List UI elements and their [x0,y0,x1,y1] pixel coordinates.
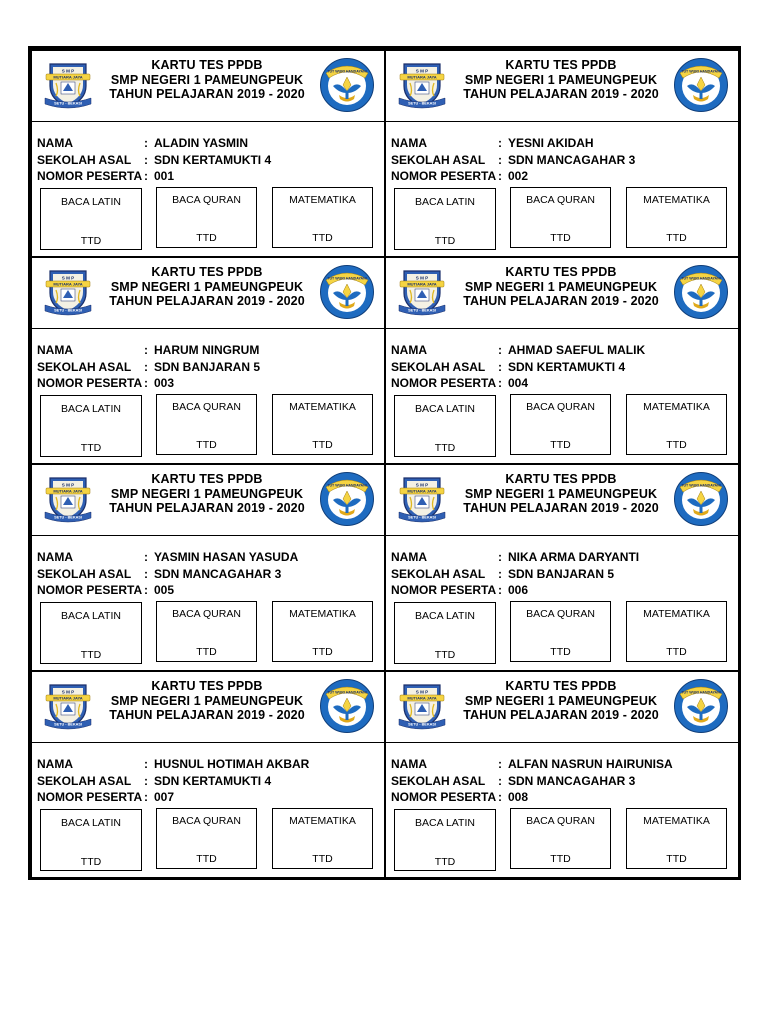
sekolah-label: SEKOLAH ASAL [37,773,132,788]
tut-wuri-handayani-emblem-icon [319,471,375,527]
colon: : [144,136,148,150]
card-header [32,51,384,122]
nomor-label: NOMOR PESERTA [37,169,143,183]
card-titles [450,679,672,723]
exam-card-004 [386,258,738,463]
sekolah-label: SEKOLAH ASAL [391,566,486,581]
test-name: BACA QURAN [172,401,241,413]
signature-label: TTD [196,853,217,865]
test-boxes [32,187,384,252]
test-name: BACA LATIN [61,403,121,415]
crest-top-text: S M P [61,482,75,488]
test-name: BACA QURAN [172,815,241,827]
test-name: BACA QURAN [526,608,595,620]
crest-top-text: S M P [415,482,429,488]
crest-bottom-text: SETU - BEKASI [408,308,436,313]
test-box-baca-quran [156,187,257,248]
academic-year: TAHUN PELAJARAN 2019 - 2020 [109,294,305,308]
sekolah-value: SDN BANJARAN 5 [508,566,615,581]
nomor-label: NOMOR PESERTA [391,790,497,804]
participant-info [391,135,736,185]
card-header [32,672,384,743]
academic-year: TAHUN PELAJARAN 2019 - 2020 [109,87,305,101]
participant-info [37,135,382,185]
signature-label: TTD [550,853,571,865]
row-sekolah [37,566,382,583]
row-nomor [391,789,736,806]
test-box-matematika [272,808,373,869]
test-name: BACA LATIN [415,610,475,622]
card-header [32,465,384,536]
sekolah-label: SEKOLAH ASAL [391,359,486,374]
crest-bottom-text: SETU - BEKASI [54,722,82,727]
signature-label: TTD [80,649,102,661]
test-name: BACA QURAN [526,815,595,827]
crest-top-text: S M P [415,68,429,74]
row-nomor [37,789,382,806]
test-boxes [32,394,384,459]
row-sekolah [391,152,736,169]
row-sekolah [37,152,382,169]
nama-label: NAMA [37,343,73,357]
school-name: SMP NEGERI 1 PAMEUNGPEUK [110,72,304,87]
academic-year: TAHUN PELAJARAN 2019 - 2020 [463,87,659,101]
test-box-baca-quran [510,601,611,662]
signature-label: TTD [312,646,333,658]
test-name: BACA QURAN [172,194,241,206]
test-name: BACA LATIN [61,196,121,208]
signature-label: TTD [196,439,217,451]
card-titles [96,679,318,723]
nomor-label: NOMOR PESERTA [391,583,497,597]
crest-banner-text: MUTIARA JAYA [53,488,83,494]
card-titles [450,265,672,309]
card-titles [96,265,318,309]
sekolah-label: SEKOLAH ASAL [37,152,132,167]
crest-banner-text: MUTIARA JAYA [53,281,83,287]
test-box-baca-latin [40,602,142,664]
card-header [386,258,738,329]
nama-value: ALFAN NASRUN HAIRUNISA [508,757,673,771]
emblem-banner-text: TUT WURI HANDAYANI [681,69,721,74]
sekolah-value: SDN MANCAGAHAR 3 [508,773,636,788]
signature-label: TTD [666,646,687,658]
colon: : [498,757,502,771]
exam-card-008 [386,672,738,877]
colon: : [144,376,148,390]
crest-top-text: S M P [61,68,75,74]
school-crest-icon [394,474,450,524]
colon: : [498,583,502,597]
sekolah-value: SDN MANCAGAHAR 3 [508,152,636,167]
test-name: MATEMATIKA [289,608,356,620]
test-name: BACA QURAN [172,608,241,620]
participant-info [391,549,736,599]
card-header [386,672,738,743]
nama-label: NAMA [391,136,427,150]
test-boxes [386,187,738,252]
crest-bottom-text: SETU - BEKASI [408,101,436,106]
exam-card-007 [32,672,384,877]
signature-label: TTD [550,232,571,244]
colon: : [144,359,148,374]
test-name: MATEMATIKA [643,401,710,413]
nama-value: AHMAD SAEFUL MALIK [508,343,646,357]
card-title: KARTU TES PPDB [151,472,263,486]
crest-bottom-text: SETU - BEKASI [54,101,82,106]
colon: : [498,169,502,183]
test-boxes [32,601,384,666]
test-box-matematika [626,601,727,662]
card-title: KARTU TES PPDB [505,58,617,72]
test-box-baca-latin [394,809,496,871]
test-name: MATEMATIKA [643,815,710,827]
signature-label: TTD [550,646,571,658]
test-box-baca-latin [40,395,142,457]
test-box-baca-quran [510,808,611,869]
colon: : [144,343,148,357]
crest-bottom-text: SETU - BEKASI [54,308,82,313]
row-nama [37,135,382,152]
nomor-value: 003 [154,376,175,390]
nomor-value: 007 [154,790,175,804]
crest-top-text: S M P [415,275,429,281]
crest-banner-text: MUTIARA JAYA [407,74,437,80]
nomor-value: 008 [508,790,529,804]
test-box-baca-quran [510,187,611,248]
nomor-value: 001 [154,169,175,183]
nama-value: ALADIN YASMIN [154,136,249,150]
colon: : [498,566,502,581]
card-header [386,51,738,122]
tut-wuri-handayani-emblem-icon [319,264,375,320]
sekolah-value: SDN KERTAMUKTI 4 [154,152,272,167]
card-title: KARTU TES PPDB [505,265,617,279]
crest-banner-text: MUTIARA JAYA [53,74,83,80]
row-sekolah [37,359,382,376]
school-name: SMP NEGERI 1 PAMEUNGPEUK [464,693,658,708]
row-nomor [37,582,382,599]
test-box-matematika [272,394,373,455]
nama-value: HUSNUL HOTIMAH AKBAR [154,757,310,771]
colon: : [144,773,148,788]
card-header [32,258,384,329]
academic-year: TAHUN PELAJARAN 2019 - 2020 [463,708,659,722]
test-name: MATEMATIKA [643,194,710,206]
signature-label: TTD [666,232,687,244]
tut-wuri-handayani-emblem-icon [673,678,729,734]
card-title: KARTU TES PPDB [505,472,617,486]
nomor-label: NOMOR PESERTA [391,169,497,183]
signature-label: TTD [312,232,333,244]
colon: : [144,790,148,804]
school-name: SMP NEGERI 1 PAMEUNGPEUK [464,279,658,294]
test-name: BACA LATIN [415,196,475,208]
test-boxes [386,808,738,873]
participant-info [37,756,382,806]
exam-card-006 [386,465,738,670]
colon: : [144,566,148,581]
school-crest-icon [40,474,96,524]
signature-label: TTD [80,856,102,868]
signature-label: TTD [312,439,333,451]
colon: : [144,169,148,183]
row-sekolah [391,566,736,583]
colon: : [498,376,502,390]
crest-bottom-text: SETU - BEKASI [408,515,436,520]
colon: : [498,359,502,374]
test-name: BACA LATIN [415,817,475,829]
row-nama [391,756,736,773]
test-box-baca-quran [156,601,257,662]
emblem-banner-text: TUT WURI HANDAYANI [681,276,721,281]
row-nama [391,342,736,359]
tut-wuri-handayani-emblem-icon [673,471,729,527]
test-box-baca-quran [510,394,611,455]
tut-wuri-handayani-emblem-icon [319,678,375,734]
colon: : [498,343,502,357]
card-sheet [28,46,741,880]
test-box-baca-latin [394,188,496,250]
colon: : [144,757,148,771]
colon: : [144,152,148,167]
emblem-banner-text: TUT WURI HANDAYANI [681,483,721,488]
academic-year: TAHUN PELAJARAN 2019 - 2020 [109,501,305,515]
signature-label: TTD [434,442,456,454]
sekolah-value: SDN KERTAMUKTI 4 [154,773,272,788]
row-nama [37,549,382,566]
tut-wuri-handayani-emblem-icon [319,57,375,113]
participant-info [391,756,736,806]
nama-value: YASMIN HASAN YASUDA [154,550,299,564]
signature-label: TTD [666,853,687,865]
nomor-label: NOMOR PESERTA [37,790,143,804]
exam-card-001 [32,51,384,256]
test-box-matematika [272,601,373,662]
test-boxes [32,808,384,873]
school-name: SMP NEGERI 1 PAMEUNGPEUK [464,486,658,501]
test-box-baca-latin [40,188,142,250]
card-titles [450,472,672,516]
card-titles [96,58,318,102]
card-title: KARTU TES PPDB [151,679,263,693]
nama-label: NAMA [391,343,427,357]
sekolah-label: SEKOLAH ASAL [391,773,486,788]
school-crest-icon [40,60,96,110]
row-nama [37,756,382,773]
nama-label: NAMA [37,136,73,150]
test-box-baca-latin [40,809,142,871]
row-nama [37,342,382,359]
sekolah-label: SEKOLAH ASAL [391,152,486,167]
test-box-matematika [626,394,727,455]
nama-value: YESNI AKIDAH [508,136,594,150]
test-name: BACA LATIN [61,817,121,829]
row-nomor [37,375,382,392]
test-box-matematika [626,187,727,248]
test-box-matematika [272,187,373,248]
row-nomor [391,168,736,185]
nama-label: NAMA [37,757,73,771]
test-name: MATEMATIKA [289,401,356,413]
row-nomor [37,168,382,185]
row-sekolah [37,773,382,790]
academic-year: TAHUN PELAJARAN 2019 - 2020 [463,294,659,308]
sekolah-value: SDN BANJARAN 5 [154,359,261,374]
row-sekolah [391,359,736,376]
crest-top-text: S M P [415,689,429,695]
card-title: KARTU TES PPDB [505,679,617,693]
card-titles [450,58,672,102]
colon: : [498,136,502,150]
nomor-value: 005 [154,583,175,597]
nomor-value: 006 [508,583,529,597]
crest-banner-text: MUTIARA JAYA [407,488,437,494]
test-box-baca-quran [156,394,257,455]
sekolah-label: SEKOLAH ASAL [37,359,132,374]
nomor-value: 002 [508,169,529,183]
nomor-label: NOMOR PESERTA [37,583,143,597]
signature-label: TTD [80,235,102,247]
exam-card-003 [32,258,384,463]
signature-label: TTD [80,442,102,454]
card-header [386,465,738,536]
tut-wuri-handayani-emblem-icon [673,57,729,113]
nomor-label: NOMOR PESERTA [37,376,143,390]
signature-label: TTD [434,856,456,868]
row-nama [391,135,736,152]
sekolah-value: SDN KERTAMUKTI 4 [508,359,626,374]
school-name: SMP NEGERI 1 PAMEUNGPEUK [110,279,304,294]
test-name: MATEMATIKA [643,608,710,620]
test-name: BACA LATIN [415,403,475,415]
school-name: SMP NEGERI 1 PAMEUNGPEUK [464,72,658,87]
school-crest-icon [394,267,450,317]
card-title: KARTU TES PPDB [151,58,263,72]
emblem-banner-text: TUT WURI HANDAYANI [681,690,721,695]
test-box-baca-latin [394,395,496,457]
crest-banner-text: MUTIARA JAYA [407,281,437,287]
signature-label: TTD [196,232,217,244]
school-crest-icon [394,681,450,731]
crest-banner-text: MUTIARA JAYA [53,695,83,701]
school-crest-icon [394,60,450,110]
row-nama [391,549,736,566]
crest-bottom-text: SETU - BEKASI [54,515,82,520]
nomor-label: NOMOR PESERTA [391,376,497,390]
test-box-baca-latin [394,602,496,664]
nama-value: HARUM NINGRUM [154,343,260,357]
crest-top-text: S M P [61,689,75,695]
tut-wuri-handayani-emblem-icon [673,264,729,320]
signature-label: TTD [196,646,217,658]
card-titles [96,472,318,516]
signature-label: TTD [312,853,333,865]
nama-label: NAMA [37,550,73,564]
participant-info [391,342,736,392]
exam-card-005 [32,465,384,670]
exam-card-002 [386,51,738,256]
colon: : [144,583,148,597]
colon: : [498,550,502,564]
colon: : [498,790,502,804]
nama-value: NIKA ARMA DARYANTI [508,550,640,564]
participant-info [37,342,382,392]
participant-info [37,549,382,599]
test-name: BACA LATIN [61,610,121,622]
test-boxes [386,394,738,459]
emblem-banner-text: TUT WURI HANDAYANI [327,69,367,74]
test-name: BACA QURAN [526,401,595,413]
nama-label: NAMA [391,550,427,564]
crest-banner-text: MUTIARA JAYA [407,695,437,701]
crest-bottom-text: SETU - BEKASI [408,722,436,727]
school-name: SMP NEGERI 1 PAMEUNGPEUK [110,486,304,501]
signature-label: TTD [434,649,456,661]
card-title: KARTU TES PPDB [151,265,263,279]
signature-label: TTD [666,439,687,451]
emblem-banner-text: TUT WURI HANDAYANI [327,690,367,695]
nomor-value: 004 [508,376,529,390]
academic-year: TAHUN PELAJARAN 2019 - 2020 [463,501,659,515]
test-box-baca-quran [156,808,257,869]
row-nomor [391,375,736,392]
emblem-banner-text: TUT WURI HANDAYANI [327,483,367,488]
signature-label: TTD [434,235,456,247]
school-crest-icon [40,267,96,317]
sekolah-label: SEKOLAH ASAL [37,566,132,581]
test-name: BACA QURAN [526,194,595,206]
colon: : [498,152,502,167]
colon: : [498,773,502,788]
sekolah-value: SDN MANCAGAHAR 3 [154,566,282,581]
school-crest-icon [40,681,96,731]
test-boxes [386,601,738,666]
test-box-matematika [626,808,727,869]
academic-year: TAHUN PELAJARAN 2019 - 2020 [109,708,305,722]
nama-label: NAMA [391,757,427,771]
crest-top-text: S M P [61,275,75,281]
test-name: MATEMATIKA [289,815,356,827]
signature-label: TTD [550,439,571,451]
school-name: SMP NEGERI 1 PAMEUNGPEUK [110,693,304,708]
test-name: MATEMATIKA [289,194,356,206]
row-nomor [391,582,736,599]
colon: : [144,550,148,564]
emblem-banner-text: TUT WURI HANDAYANI [327,276,367,281]
row-sekolah [391,773,736,790]
